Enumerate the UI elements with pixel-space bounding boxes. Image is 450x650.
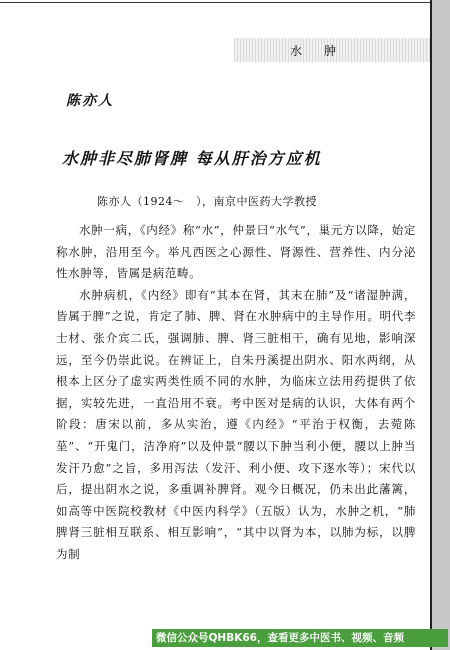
- wechat-watermark-banner: 微信公众号QHBK66，查看更多中医书、视频、音频: [152, 629, 448, 647]
- author-heading: 陈亦人: [66, 93, 114, 109]
- top-rule: [0, 2, 430, 3]
- running-header: [234, 38, 430, 62]
- author-byline: 陈亦人（1924～ ），南京中医药大学教授: [97, 195, 317, 208]
- section-title: 水肿: [290, 43, 359, 58]
- article-body: [56, 220, 416, 566]
- viewer-scroll-edge: [430, 0, 450, 650]
- paragraph: 水肿病机，《内经》即有“其本在肾，其末在肺”及“诸湿肿满，皆属于脾”之说，肯定了肺、脾、肾在水肿病中的主导作用。明代李士材、张介宾二氏，强调肺、脾、肾三脏相干，确有见地，影响深远，至今仍崇此说。在辨证上，自朱丹溪提出阴水、阳水两纲，从根本上区分了虚实两类性质不同的水肿，为临床立法用药提供了依据，实较先进，一直沿用不衰。考中医对是病的认识，大体有两个阶段：唐宋以前，多从实治，遵《内经》“平治于权衡，去菀陈莝”、“开鬼门，洁净府”以及仲景“腰以下肿当利小便，腰以上肿当发汗乃愈”之旨，多用泻法（发汗、利小便、攻下逐水等）；宋代以后，提出阴水之说，多重调补脾肾。观今日概况，仍未出此藩篱，如高等中医院校教材《中医内科学》（五版）认为，水肿之机，“肺脾肾三脏相互联系、相互影响”，“其中以肾为本，以肺为标，以脾为制: [56, 287, 416, 561]
- article-title: 水肿非尽肺肾脾 每从肝治方应机: [62, 149, 322, 168]
- paragraph: 水肿一病，《内经》称“水”，仲景曰“水气”，巢元方以降，始定称水肿，沿用至今。举凡西医之心源性、肾源性、营养性、内分泌性水肿等，皆属是病范畴。: [56, 223, 416, 281]
